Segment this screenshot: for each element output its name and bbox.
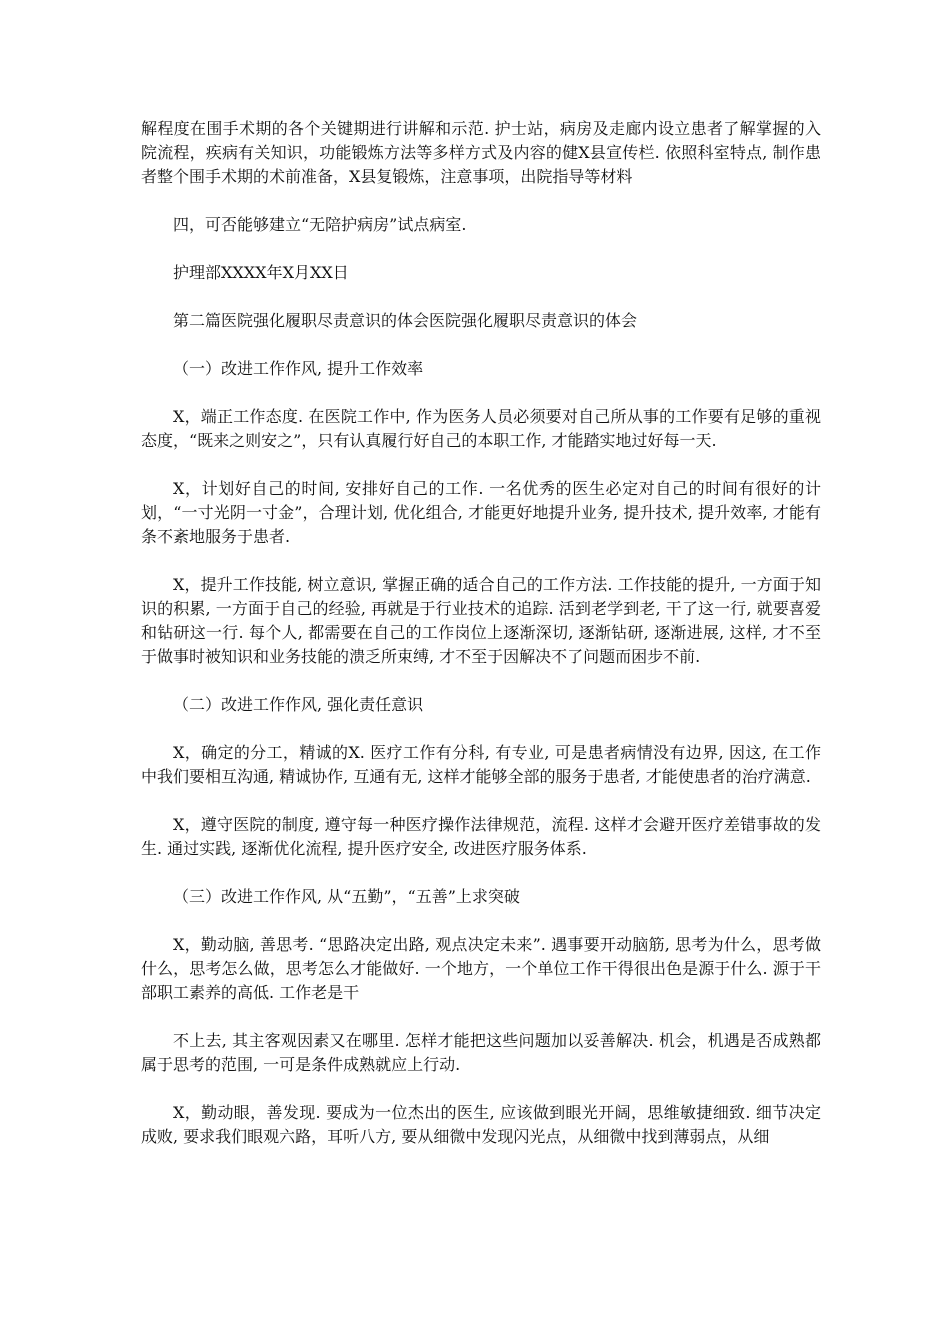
paragraph-observe-diligently: X，勤动眼，善发现. 要成为一位杰出的医生, 应该做到眼光开阔，思维敏捷细致. 细节决定成败, 要求我们眼观六路，耳听八方, 要从细微中发现闪光点，从细微中找到薄弱点，从细	[141, 1103, 821, 1146]
paragraph-time-planning: X，计划好自己的时间, 安排好自己的工作. 一名优秀的医生必定对自己的时间有很好的计划，“一寸光阴一寸金”，合理计划, 优化组合, 才能更好地提升业务, 提升技术, 提升效率, 才能有条不紊地服务于患者.	[141, 479, 821, 546]
paragraph-work-skills: X，提升工作技能, 树立意识, 掌握正确的适合自己的工作方法. 工作技能的提升, 一方面于知识的积累, 一方面于自己的经验, 再就是于行业技术的追踪. 活到老学到老, 干了这一行, 就要喜爱和钻研这一行. 每个人, 都需要在自己的工作岗位上逐渐深切, 逐渐钻研, 逐渐进展, 这样, 才不至于做事时被知识和业务技能的溃乏所束缚, 才不至于因解决不了问题而困步不前.	[141, 575, 821, 666]
paragraph-hospital-rules: X，遵守医院的制度, 遵守每一种医疗操作法律规范，流程. 这样才会避开医疗差错事故的发生. 通过实践, 逐渐优化流程, 提升医疗安全, 改进医疗服务体系.	[141, 815, 821, 858]
paragraph-think-diligently: X，勤动脑, 善思考. “思路决定出路, 观点决定未来”. 遇事要开动脑筋, 思考为什么，思考做什么，思考怎么做，思考怎么才能做好. 一个地方，一个单位工作干得很出色是源于什么. 源于干部职工素养的高低. 工作老是干	[141, 935, 821, 1002]
section-heading-three: （三）改进工作作风, 从“五勤”，“五善”上求突破	[173, 887, 520, 906]
section-heading-one: （一）改进工作作风, 提升工作效率	[173, 359, 424, 378]
paragraph-chapter-title: 第二篇医院强化履职尽责意识的体会医院强化履职尽责意识的体会	[173, 311, 638, 330]
paragraph-section-four: 四，可否能够建立“无陪护病房”试点病室.	[173, 215, 467, 234]
paragraph-intro-continuation: 解程度在围手术期的各个关键期进行讲解和示范. 护士站，病房及走廊内设立患者了解掌握的入院流程，疾病有关知识，功能锻炼方法等多样方式及内容的健X县宣传栏. 依照科室特点, 制作患者整个围手术期的术前准备，X县复锻炼，注意事项，出院指导等材料	[141, 119, 821, 186]
document-body	[141, 117, 821, 1149]
paragraph-think-continuation: 不上去, 其主客观因素又在哪里. 怎样才能把这些问题加以妥善解决. 机会，机遇是否成熟都属于思考的范围, 一可是条件成熟就应上行动.	[141, 1031, 821, 1074]
paragraph-signature-date: 护理部XXXX年X月XX日	[173, 263, 349, 282]
paragraph-division-of-labor: X，确定的分工，精诚的X. 医疗工作有分科, 有专业, 可是患者病情没有边界, 因这, 在工作中我们要相互沟通, 精诚协作, 互通有无, 这样才能够全部的服务于患者, 才能使患者的治疗满意.	[141, 743, 821, 786]
section-heading-two: （二）改进工作作风, 强化责任意识	[173, 695, 424, 714]
paragraph-work-attitude: X，端正工作态度. 在医院工作中, 作为医务人员必须要对自己所从事的工作要有足够的重视态度，“既来之则安之”，只有认真履行好自己的本职工作, 才能踏实地过好每一天.	[141, 407, 821, 450]
